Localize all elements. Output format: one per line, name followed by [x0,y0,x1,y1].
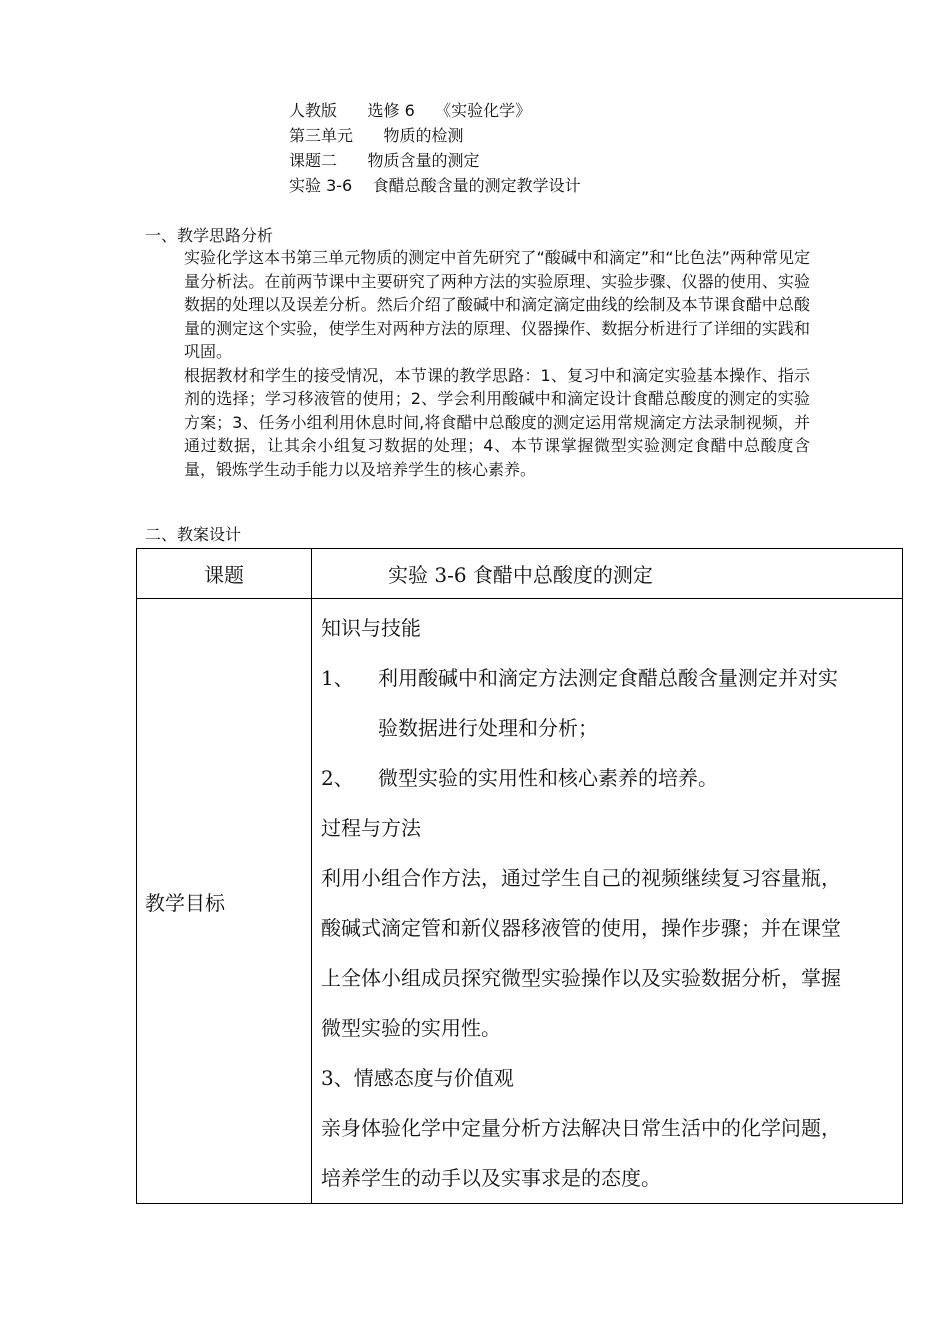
list-item-1-text: 利用酸碱中和滴定方法测定食醋总酸含量测定并对实 [378,666,838,690]
section-1-body [184,246,810,481]
list-item-2 [321,753,896,803]
table-row-objectives [137,599,903,1204]
process-text-line-4: 微型实验的实用性。 [321,1016,501,1040]
section-1-title: 一、教学思路分析 [145,226,274,245]
process-text-line-1: 利用小组合作方法，通过学生自己的视频继续复习容量瓶， [321,866,841,890]
table-row-topic [137,549,903,599]
paragraph-analysis: 实验化学这本书第三单元物质的测定中首先研究了“酸碱中和滴定”和“比色法”两种常见定量分析法。在前两节课中主要研究了两种方法的实验原理、实验步骤、仪器的使用、实验数据的处理以及误差分析。然后介绍了酸碱中和滴定滴定曲线的绘制及本节课食醋中总酸量的测定这个实验，使学生对两种方法的原理、仪器操作、数据分析进行了详细的实践和巩固。 [184,248,810,361]
heading-process-methods: 过程与方法 [321,816,421,840]
list-item-1-continuation: 验数据进行处理和分析； [378,716,598,740]
heading-emotion-values: 3、情感态度与价值观 [321,1066,514,1090]
list-item-1-number: 1、 [321,666,354,690]
section-2-title: 二、教案设计 [145,525,242,544]
lesson-plan-table [136,548,903,1204]
list-item-1 [321,653,896,703]
heading-knowledge-skills: 知识与技能 [321,616,421,640]
topic-label-cell: 课题 [137,549,312,599]
list-item-2-number: 2、 [321,766,354,790]
paragraph-teaching-approach: 根据教材和学生的接受情况，本节课的教学思路：1、复习中和滴定实验基本操作、指示剂的选择；学习移液管的使用；2、学会利用酸碱中和滴定设计食醋总酸度的测定的实验方案；3、任务小组利用休息时间,将食醋中总酸度的测定运用常规滴定方法录制视频，并通过数据，让其余小组复习数据的处理；4、本节课掌握微型实验测定食醋中总酸度含量，锻炼学生动手能力以及培养学生的核心素养。 [184,365,810,479]
header-experiment-line: 实验 3-6 食醋总酸含量的测定教学设计 [289,176,581,195]
header-unit-line: 第三单元 物质的检测 [289,126,464,145]
topic-value-cell: 实验 3-6 食醋中总酸度的测定 [312,549,903,599]
objectives-content-cell [312,599,903,1204]
emotion-text-line-1: 亲身体验化学中定量分析方法解决日常生活中的化学问题， [321,1116,841,1140]
process-text-line-2: 酸碱式滴定管和新仪器移液管的使用，操作步骤；并在课堂 [321,916,841,940]
process-text-line-3: 上全体小组成员探究微型实验操作以及实验数据分析，掌握 [321,966,841,990]
emotion-text-line-2: 培养学生的动手以及实事求是的态度。 [321,1166,661,1190]
objectives-label-cell: 教学目标 [137,599,312,1204]
header-textbook-line: 人教版 选修 6 《实验化学》 [289,101,532,120]
list-item-2-text: 微型实验的实用性和核心素养的培养。 [378,766,718,790]
document-header [289,98,581,198]
header-topic-line: 课题二 物质含量的测定 [289,151,480,170]
